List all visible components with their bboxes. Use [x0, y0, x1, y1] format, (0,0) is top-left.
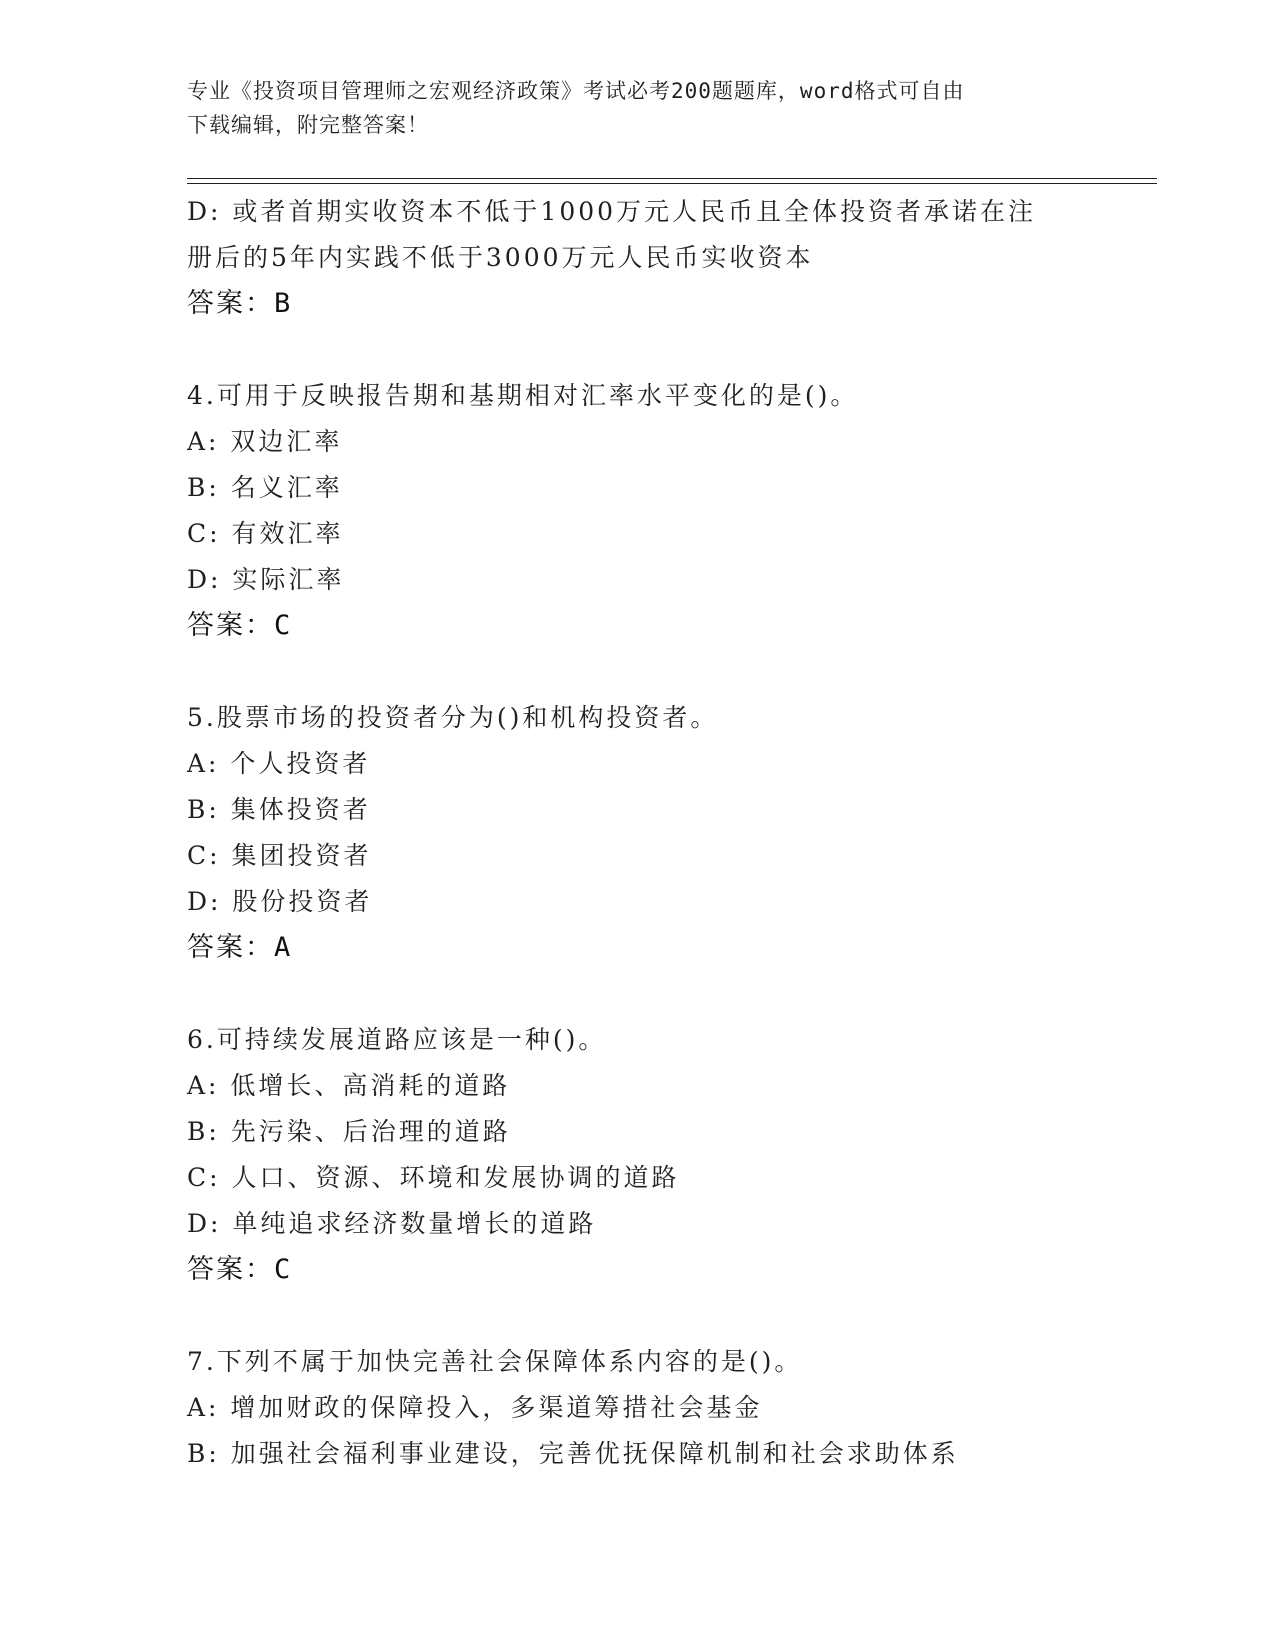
question-6 [187, 1017, 1107, 1293]
option-a: A: 个人投资者 [187, 749, 371, 778]
question-content [187, 189, 1107, 1477]
question-5 [187, 695, 1107, 971]
document-header [187, 74, 1067, 142]
option-c: C: 有效汇率 [187, 519, 344, 548]
spacer [187, 649, 1107, 695]
option-d: D: 股份投资者 [187, 887, 373, 916]
option-d: D: 实际汇率 [187, 565, 345, 594]
option-b: B: 集体投资者 [187, 795, 371, 824]
header-line-1: 专业《投资项目管理师之宏观经济政策》考试必考200题题库，word格式可自由 [187, 79, 965, 103]
option-c: C: 集团投资者 [187, 841, 372, 870]
question-stem: 7.下列不属于加快完善社会保障体系内容的是()。 [187, 1347, 803, 1376]
option-a: A: 双边汇率 [187, 427, 343, 456]
spacer [187, 327, 1107, 373]
question-4 [187, 373, 1107, 649]
option-b: B: 名义汇率 [187, 473, 343, 502]
answer: 答案：C [187, 610, 293, 641]
answer: 答案：A [187, 932, 293, 963]
answer: 答案：C [187, 1254, 293, 1285]
header-divider-top [187, 178, 1157, 179]
option-d-continued: 册后的5年内实践不低于3000万元人民币实收资本 [187, 243, 814, 272]
spacer [187, 1293, 1107, 1339]
header-divider-bottom [187, 183, 1157, 184]
question-stem: 4.可用于反映报告期和基期相对汇率水平变化的是()。 [187, 381, 859, 410]
question-7 [187, 1339, 1107, 1477]
answer: 答案：B [187, 288, 293, 319]
option-b: B: 加强社会福利事业建设，完善优抚保障机制和社会求助体系 [187, 1439, 959, 1468]
option-a: A: 增加财政的保障投入，多渠道筹措社会基金 [187, 1393, 763, 1422]
option-b: B: 先污染、后治理的道路 [187, 1117, 511, 1146]
header-line-2: 下载编辑，附完整答案！ [187, 113, 429, 137]
question-stem: 5.股票市场的投资者分为()和机构投资者。 [187, 703, 719, 732]
question-3-continuation [187, 189, 1107, 327]
option-a: A: 低增长、高消耗的道路 [187, 1071, 511, 1100]
spacer [187, 971, 1107, 1017]
option-d: D: 单纯追求经济数量增长的道路 [187, 1209, 597, 1238]
option-c: C: 人口、资源、环境和发展协调的道路 [187, 1163, 680, 1192]
option-d: D: 或者首期实收资本不低于1000万元人民币且全体投资者承诺在注 [187, 197, 1037, 226]
question-stem: 6.可持续发展道路应该是一种()。 [187, 1025, 607, 1054]
